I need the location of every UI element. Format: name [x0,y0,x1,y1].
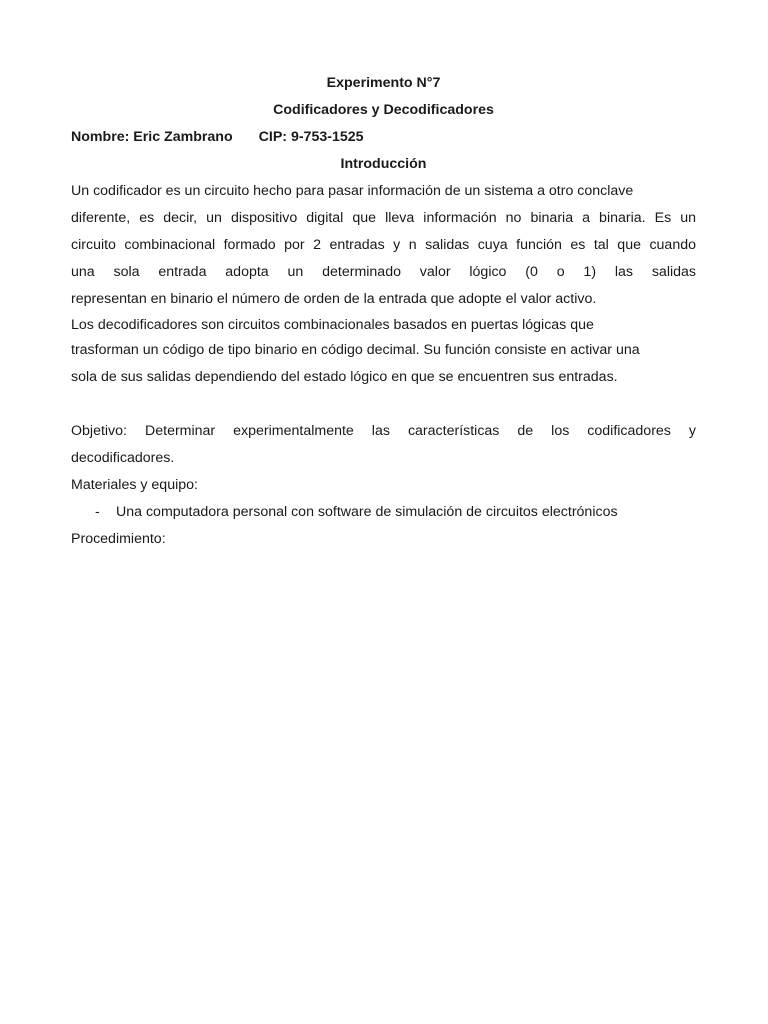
intro-line: Los decodificadores son circuitos combinacionales basados en puertas lógicas que [71,317,594,333]
intro-heading: Introducción [340,156,427,172]
intro-line: circuito combinacional formado por 2 entradas y n salidas cuya función es tal que cuando [71,237,696,253]
experiment-title: Experimento N°7 [326,75,441,91]
intro-line: representan en binario el número de orden de la entrada que adopte el valor activo. [71,291,597,307]
objective-line: decodificadores. [71,450,175,466]
materials-item-text: Una computadora personal con software de simulación de circuitos electrónicos [116,504,618,520]
intro-line: una sola entrada adopta un determinado valor lógico (0 o 1) las salidas [71,264,696,280]
author-name: Nombre: Eric Zambrano [71,129,233,145]
intro-line: diferente, es decir, un dispositivo digital que lleva información no binaria a binaria. Es un [71,210,696,226]
author-row [71,124,696,151]
topic-title: Codificadores y Decodificadores [273,102,494,118]
intro-line: trasforman un código de tipo binario en código decimal. Su función consiste en activar una [71,342,640,358]
document-body [71,70,696,553]
materials-list-item [71,499,696,526]
author-cip: CIP: 9-753-1525 [258,129,364,145]
paragraph-gap [71,391,696,418]
intro-line: sola de sus salidas dependiendo del estado lógico en que se encuentren sus entradas. [71,369,618,385]
materials-heading: Materiales y equipo: [71,477,198,493]
objective-line: Objetivo: Determinar experimentalmente las características de los codificadores y [71,423,696,439]
bullet-marker: - [95,504,100,520]
procedure-heading: Procedimiento: [71,531,166,547]
intro-line: Un codificador es un circuito hecho para pasar información de un sistema a otro conclave [71,183,634,199]
